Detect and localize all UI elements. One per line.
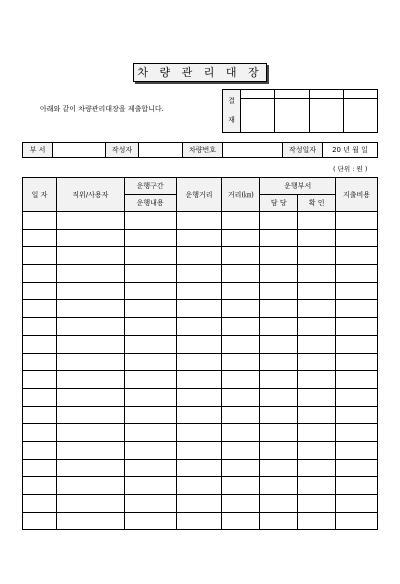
ledger-cell[interactable] <box>23 371 57 389</box>
ledger-cell[interactable] <box>336 388 378 406</box>
ledger-cell[interactable] <box>260 300 298 318</box>
ledger-cell[interactable] <box>23 335 57 353</box>
ledger-cell[interactable] <box>56 512 124 530</box>
ledger-cell[interactable] <box>124 212 176 230</box>
ledger-cell[interactable] <box>336 335 378 353</box>
date-field[interactable]: 20 년 월 일 <box>323 143 378 158</box>
header-route-section: 운행구간 <box>124 178 176 195</box>
ledger-cell[interactable] <box>260 335 298 353</box>
unit-note: ( 단위 : 원 ) <box>333 165 368 173</box>
ledger-cell[interactable] <box>222 229 260 247</box>
dept-label: 부 서 <box>23 143 53 158</box>
ledger-cell[interactable] <box>124 229 176 247</box>
ledger-cell[interactable] <box>260 495 298 513</box>
approval-sign-cell[interactable] <box>275 99 309 133</box>
ledger-cell[interactable] <box>298 318 336 336</box>
ledger-cell[interactable] <box>222 388 260 406</box>
ledger-cell[interactable] <box>222 247 260 265</box>
approval-cell[interactable] <box>241 90 275 99</box>
ledger-cell[interactable] <box>124 318 176 336</box>
ledger-cell[interactable] <box>176 229 222 247</box>
document-title: 차 량 관 리 대 장 <box>133 63 267 82</box>
ledger-cell[interactable] <box>124 300 176 318</box>
ledger-cell[interactable] <box>124 282 176 300</box>
ledger-cell[interactable] <box>124 247 176 265</box>
ledger-row <box>23 441 378 459</box>
ledger-cell[interactable] <box>23 477 57 495</box>
ledger-cell[interactable] <box>124 495 176 513</box>
ledger-row <box>23 424 378 442</box>
ledger-cell[interactable] <box>298 424 336 442</box>
ledger-cell[interactable] <box>336 318 378 336</box>
approval-sign-cell[interactable] <box>343 99 377 133</box>
ledger-cell[interactable] <box>56 265 124 283</box>
ledger-cell[interactable] <box>56 282 124 300</box>
ledger-row <box>23 212 378 230</box>
ledger-row <box>23 318 378 336</box>
ledger-cell[interactable] <box>176 406 222 424</box>
ledger-table <box>22 177 378 530</box>
ledger-cell[interactable] <box>298 212 336 230</box>
ledger-cell[interactable] <box>260 212 298 230</box>
ledger-cell[interactable] <box>298 512 336 530</box>
ledger-row <box>23 388 378 406</box>
ledger-cell[interactable] <box>56 495 124 513</box>
ledger-cell[interactable] <box>56 459 124 477</box>
ledger-cell[interactable] <box>23 495 57 513</box>
ledger-cell[interactable] <box>23 406 57 424</box>
ledger-cell[interactable] <box>176 247 222 265</box>
ledger-cell[interactable] <box>298 265 336 283</box>
ledger-cell[interactable] <box>260 424 298 442</box>
approval-box <box>222 89 378 133</box>
ledger-cell[interactable] <box>124 388 176 406</box>
ledger-cell[interactable] <box>222 282 260 300</box>
ledger-cell[interactable] <box>222 265 260 283</box>
author-field[interactable] <box>139 143 183 158</box>
ledger-cell[interactable] <box>124 335 176 353</box>
ledger-cell[interactable] <box>336 441 378 459</box>
ledger-cell[interactable] <box>222 212 260 230</box>
ledger-cell[interactable] <box>260 318 298 336</box>
ledger-cell[interactable] <box>124 477 176 495</box>
ledger-cell[interactable] <box>176 512 222 530</box>
ledger-cell[interactable] <box>176 495 222 513</box>
ledger-cell[interactable] <box>176 318 222 336</box>
ledger-cell[interactable] <box>176 459 222 477</box>
header-distance: 운행거리 <box>176 178 222 212</box>
ledger-cell[interactable] <box>336 265 378 283</box>
ledger-cell[interactable] <box>56 388 124 406</box>
ledger-cell[interactable] <box>336 477 378 495</box>
header-confirm: 확 인 <box>298 195 336 212</box>
ledger-cell[interactable] <box>176 300 222 318</box>
car-number-label: 차량번호 <box>183 143 223 158</box>
ledger-cell[interactable] <box>56 406 124 424</box>
ledger-cell[interactable] <box>298 247 336 265</box>
ledger-cell[interactable] <box>23 300 57 318</box>
ledger-cell[interactable] <box>176 388 222 406</box>
ledger-cell[interactable] <box>176 335 222 353</box>
ledger-cell[interactable] <box>336 212 378 230</box>
ledger-cell[interactable] <box>260 512 298 530</box>
header-date: 일 자 <box>23 178 57 212</box>
ledger-cell[interactable] <box>176 477 222 495</box>
ledger-cell[interactable] <box>336 247 378 265</box>
ledger-cell[interactable] <box>298 406 336 424</box>
ledger-cell[interactable] <box>260 282 298 300</box>
ledger-row <box>23 247 378 265</box>
ledger-row <box>23 371 378 389</box>
ledger-row <box>23 512 378 530</box>
header-route-content: 운행내용 <box>124 195 176 212</box>
ledger-cell[interactable] <box>23 212 57 230</box>
ledger-cell[interactable] <box>222 512 260 530</box>
ledger-row <box>23 229 378 247</box>
ledger-cell[interactable] <box>124 459 176 477</box>
ledger-cell[interactable] <box>260 265 298 283</box>
ledger-row <box>23 335 378 353</box>
ledger-row <box>23 265 378 283</box>
ledger-cell[interactable] <box>298 495 336 513</box>
approval-sign-cell[interactable] <box>309 99 343 133</box>
ledger-cell[interactable] <box>336 512 378 530</box>
approval-cell[interactable] <box>343 90 377 99</box>
ledger-cell[interactable] <box>298 459 336 477</box>
ledger-cell[interactable] <box>222 495 260 513</box>
ledger-cell[interactable] <box>260 371 298 389</box>
ledger-cell[interactable] <box>56 477 124 495</box>
ledger-cell[interactable] <box>336 300 378 318</box>
ledger-cell[interactable] <box>124 265 176 283</box>
ledger-cell[interactable] <box>56 212 124 230</box>
ledger-cell[interactable] <box>23 512 57 530</box>
dept-field[interactable] <box>53 143 106 158</box>
ledger-cell[interactable] <box>56 300 124 318</box>
header-dept: 운행부서 <box>260 178 336 195</box>
ledger-cell[interactable] <box>260 441 298 459</box>
ledger-cell[interactable] <box>23 388 57 406</box>
ledger-cell[interactable] <box>260 247 298 265</box>
ledger-cell[interactable] <box>23 459 57 477</box>
ledger-body <box>23 212 378 530</box>
ledger-row <box>23 495 378 513</box>
ledger-cell[interactable] <box>23 265 57 283</box>
ledger-cell[interactable] <box>23 441 57 459</box>
ledger-row <box>23 282 378 300</box>
ledger-cell[interactable] <box>23 229 57 247</box>
ledger-cell[interactable] <box>56 335 124 353</box>
ledger-cell[interactable] <box>336 282 378 300</box>
ledger-cell[interactable] <box>298 388 336 406</box>
ledger-cell[interactable] <box>260 477 298 495</box>
ledger-row <box>23 300 378 318</box>
ledger-cell[interactable] <box>56 424 124 442</box>
ledger-cell[interactable] <box>222 335 260 353</box>
ledger-row <box>23 406 378 424</box>
ledger-cell[interactable] <box>176 441 222 459</box>
car-number-field[interactable] <box>223 143 283 158</box>
ledger-cell[interactable] <box>336 406 378 424</box>
ledger-cell[interactable] <box>176 212 222 230</box>
ledger-cell[interactable] <box>176 353 222 371</box>
ledger-cell[interactable] <box>56 371 124 389</box>
ledger-cell[interactable] <box>222 353 260 371</box>
ledger-cell[interactable] <box>222 441 260 459</box>
ledger-cell[interactable] <box>23 353 57 371</box>
ledger-cell[interactable] <box>176 424 222 442</box>
ledger-cell[interactable] <box>23 247 57 265</box>
ledger-row <box>23 477 378 495</box>
ledger-cell[interactable] <box>23 282 57 300</box>
ledger-cell[interactable] <box>298 229 336 247</box>
ledger-cell[interactable] <box>298 441 336 459</box>
ledger-cell[interactable] <box>336 459 378 477</box>
ledger-cell[interactable] <box>336 353 378 371</box>
ledger-cell[interactable] <box>124 424 176 442</box>
date-label: 작성일자 <box>283 143 323 158</box>
ledger-cell[interactable] <box>56 229 124 247</box>
ledger-cell[interactable] <box>298 353 336 371</box>
header-distance-km: 거리(㎞) <box>222 178 260 212</box>
ledger-cell[interactable] <box>222 371 260 389</box>
ledger-cell[interactable] <box>23 318 57 336</box>
ledger-cell[interactable] <box>336 229 378 247</box>
approval-cell[interactable] <box>309 90 343 99</box>
ledger-cell[interactable] <box>124 371 176 389</box>
ledger-cell[interactable] <box>176 282 222 300</box>
ledger-cell[interactable] <box>298 300 336 318</box>
info-row <box>22 142 378 158</box>
submit-statement: 아래와 같이 차량관리대장을 제출합니다. <box>40 105 164 113</box>
ledger-cell[interactable] <box>298 477 336 495</box>
ledger-cell[interactable] <box>222 459 260 477</box>
approval-cell[interactable] <box>275 90 309 99</box>
header-in-charge: 담 당 <box>260 195 298 212</box>
ledger-cell[interactable] <box>336 495 378 513</box>
approval-sign-cell[interactable] <box>241 99 275 133</box>
ledger-cell[interactable] <box>298 335 336 353</box>
ledger-cell[interactable] <box>260 459 298 477</box>
approval-label: 결 재 <box>223 90 241 133</box>
ledger-cell[interactable] <box>124 353 176 371</box>
ledger-cell[interactable] <box>124 512 176 530</box>
ledger-cell[interactable] <box>260 353 298 371</box>
ledger-cell[interactable] <box>260 388 298 406</box>
ledger-cell[interactable] <box>56 353 124 371</box>
ledger-cell[interactable] <box>222 424 260 442</box>
ledger-cell[interactable] <box>336 371 378 389</box>
ledger-cell[interactable] <box>124 441 176 459</box>
ledger-cell[interactable] <box>56 247 124 265</box>
ledger-cell[interactable] <box>222 300 260 318</box>
author-label: 작성자 <box>106 143 139 158</box>
ledger-cell[interactable] <box>176 371 222 389</box>
ledger-cell[interactable] <box>298 371 336 389</box>
header-expense: 지출비용 <box>336 178 378 212</box>
ledger-cell[interactable] <box>298 282 336 300</box>
ledger-cell[interactable] <box>260 229 298 247</box>
ledger-cell[interactable] <box>222 318 260 336</box>
ledger-cell[interactable] <box>260 406 298 424</box>
header-position-user: 직위/사용자 <box>56 178 124 212</box>
ledger-cell[interactable] <box>222 406 260 424</box>
ledger-row <box>23 353 378 371</box>
ledger-cell[interactable] <box>124 406 176 424</box>
ledger-cell[interactable] <box>23 424 57 442</box>
ledger-cell[interactable] <box>336 424 378 442</box>
ledger-cell[interactable] <box>222 477 260 495</box>
ledger-row <box>23 459 378 477</box>
ledger-cell[interactable] <box>56 318 124 336</box>
ledger-cell[interactable] <box>56 441 124 459</box>
ledger-cell[interactable] <box>176 265 222 283</box>
